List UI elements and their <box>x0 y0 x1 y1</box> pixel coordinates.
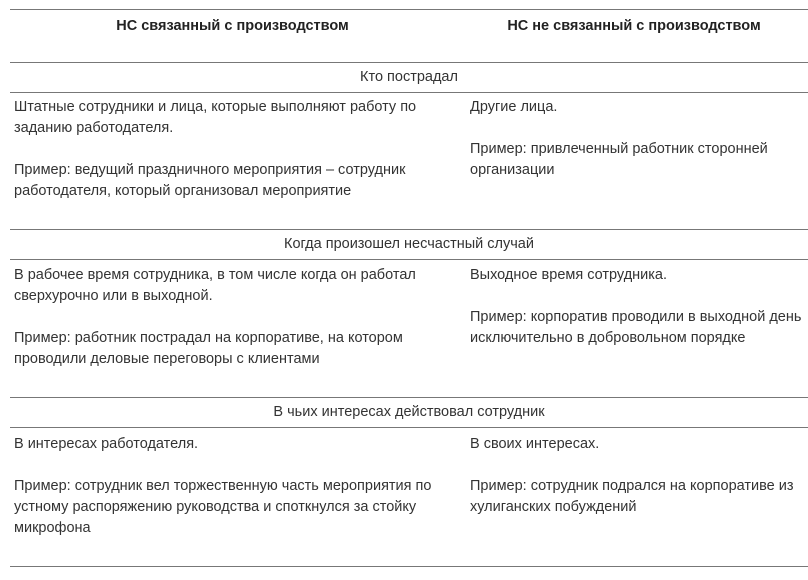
column-header-related: НС связанный с производством <box>116 18 349 34</box>
cell-example-text: Пример: ведущий праздничного мероприятия – сотрудник работодателя, который организовал мероприятие <box>14 162 406 199</box>
cell-main-text: В интересах работодателя. <box>14 436 199 452</box>
cell-example-text: Пример: корпоратив проводили в выходной день исключительно в добровольном порядке <box>470 309 802 346</box>
column-header-unrelated: НС не связанный с производством <box>507 18 761 34</box>
cell-who-unrelated <box>470 97 802 181</box>
cell-main-text: В своих интересах. <box>470 436 600 452</box>
table-bottom-border <box>10 566 808 567</box>
section-divider <box>10 259 808 260</box>
cell-example-text: Пример: работник пострадал на корпоративе, на котором проводили деловые переговоры с клиентами <box>14 330 403 367</box>
cell-when-related <box>14 265 458 370</box>
cell-main-text: В рабочее время сотрудника, в том числе когда он работал сверхурочно или в выходной. <box>14 267 416 304</box>
cell-interest-unrelated <box>470 434 802 518</box>
cell-example-text: Пример: привлеченный работник сторонней организации <box>470 141 768 178</box>
cell-main-text: Другие лица. <box>470 99 558 115</box>
section-title-who: Кто пострадал <box>360 69 458 85</box>
cell-who-related <box>14 97 458 202</box>
section-divider <box>10 92 808 93</box>
cell-when-unrelated <box>470 265 802 349</box>
section-title-interest: В чьих интересах действовал сотрудник <box>273 404 545 420</box>
cell-main-text: Штатные сотрудники и лица, которые выполняют работу по заданию работодателя. <box>14 99 417 136</box>
cell-main-text: Выходное время сотрудника. <box>470 267 668 283</box>
cell-example-text: Пример: сотрудник вел торжественную часть мероприятия по устному распоряжению руководства и споткнулся за стойку микрофона <box>14 478 432 536</box>
section-divider <box>10 427 808 428</box>
section-title-when: Когда произошел несчастный случай <box>284 236 534 252</box>
cell-example-text: Пример: сотрудник подрался на корпоративе из хулиганских побуждений <box>470 478 794 515</box>
cell-interest-related <box>14 434 458 539</box>
